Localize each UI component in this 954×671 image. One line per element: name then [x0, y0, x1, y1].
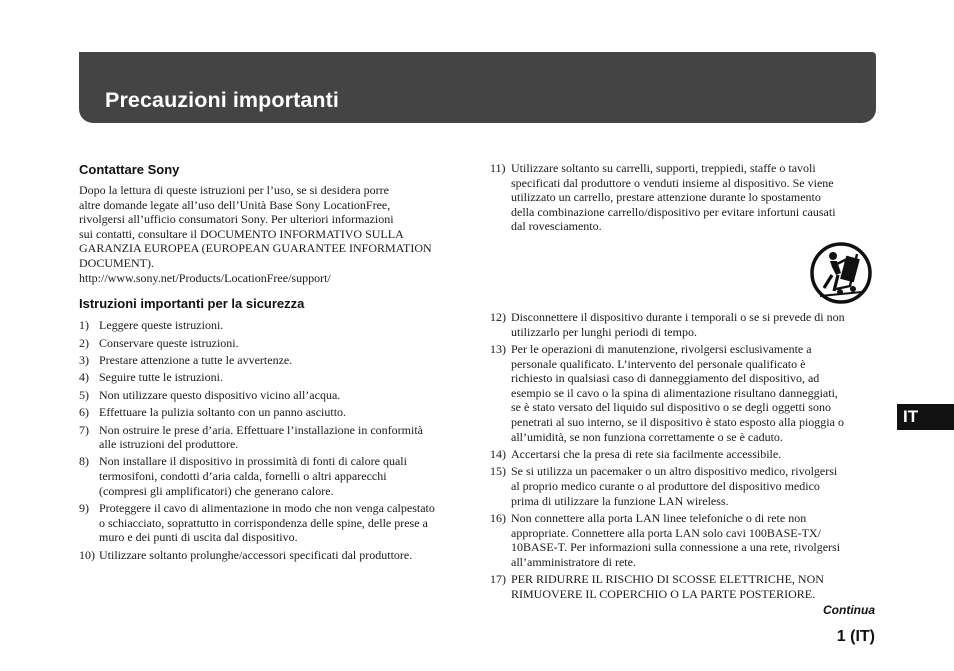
safety-item	[490, 572, 880, 601]
page-title: Precauzioni importanti	[105, 88, 339, 112]
contact-line: GARANZIA EUROPEA (EUROPEAN GUARANTEE INFORMATION	[79, 241, 432, 256]
item-number: 17)	[490, 572, 506, 587]
item-line: personale qualificato. L’intervento del personale qualificato è	[511, 356, 806, 371]
item-line: Se si utilizza un pacemaker o un altro dispositivo medico, rivolgersi	[511, 464, 838, 479]
item-line: Utilizzare soltanto su carrelli, supporti, treppiedi, staffe o tavoli	[511, 161, 816, 175]
item-line: dal rovesciamento.	[511, 219, 602, 234]
item-text	[99, 423, 467, 452]
item-line: all’umidità, se non funziona correttamente o se è caduto.	[511, 429, 783, 444]
item-line: termosifoni, condotti d’aria calda, fornelli o altri apparecchi	[99, 469, 387, 484]
contact-line: Dopo la lettura di queste istruzioni per l’uso, se si desidera porre	[79, 183, 389, 197]
item-number: 10)	[79, 547, 95, 562]
item-line: Seguire tutte le istruzioni.	[99, 370, 223, 385]
item-line: alle istruzioni del produttore.	[99, 437, 239, 452]
safety-item	[79, 336, 467, 351]
continue-label: Continua	[823, 603, 875, 617]
safety-item	[79, 370, 467, 385]
safety-item	[490, 342, 880, 444]
item-number: 12)	[490, 310, 506, 324]
safety-list-left	[79, 318, 467, 562]
item-number: 9)	[79, 501, 89, 516]
item-text	[99, 405, 467, 420]
safety-item	[490, 511, 880, 569]
item-number: 13)	[490, 341, 506, 356]
page-number: 1 (IT)	[836, 628, 875, 645]
contact-line: sui contatti, consultare il DOCUMENTO INFORMATIVO SULLA	[79, 226, 404, 241]
right-column-bottom	[490, 310, 880, 604]
item-number: 11)	[490, 161, 506, 175]
safety-item	[490, 464, 880, 508]
item-number: 7)	[79, 422, 89, 437]
item-line: Non utilizzare questo dispositivo vicino all’acqua.	[99, 387, 341, 402]
item-number: 5)	[79, 387, 89, 402]
item-number: 15)	[490, 464, 506, 479]
item-text	[99, 370, 467, 385]
item-number: 1)	[79, 318, 89, 333]
item-line: al proprio medico curante o al produttore del dispositivo medico	[511, 478, 820, 493]
contact-line: DOCUMENT).	[79, 255, 154, 270]
item-text	[511, 447, 880, 462]
safety-list-right-top	[490, 161, 880, 234]
item-line: appropriate. Connettere alla porta LAN solo cavi 100BASE-TX/	[511, 525, 821, 540]
item-number: 14)	[490, 446, 506, 461]
safety-item	[79, 353, 467, 368]
item-line: se è stato versato del liquido sul dispositivo o se degli oggetti sono	[511, 400, 831, 415]
safety-item	[79, 388, 467, 403]
item-text	[99, 336, 467, 351]
item-text	[511, 342, 880, 444]
item-number: 8)	[79, 454, 89, 469]
item-line: RIMUOVERE IL COPERCHIO O LA PARTE POSTERIORE.	[511, 586, 816, 601]
item-line: penetrati al suo interno, se il dispositivo è stato esposto alla pioggia o	[511, 414, 844, 429]
item-text	[511, 464, 880, 508]
item-line: PER RIDURRE IL RISCHIO DI SCOSSE ELETTRICHE, NON	[511, 572, 824, 587]
item-line: Disconnettere il dispositivo durante i temporali o se si prevede di non	[511, 310, 845, 324]
item-text	[99, 353, 467, 368]
safety-item	[79, 318, 467, 333]
item-line: muro e dei punti di uscita dal dispositivo.	[99, 530, 298, 545]
item-text	[99, 318, 467, 333]
contact-heading: Contattare Sony	[79, 162, 180, 177]
item-number: 4)	[79, 370, 89, 385]
item-line: utilizzarlo per lunghi periodi di tempo.	[511, 324, 697, 339]
item-number: 6)	[79, 405, 89, 420]
safety-item	[79, 405, 467, 420]
item-line: Non ostruire le prese d’aria. Effettuare l’installazione in conformità	[99, 422, 423, 437]
header-bar	[79, 52, 876, 123]
item-text	[511, 310, 880, 339]
item-line: o schiacciato, soprattutto in corrispondenza delle spine, delle prese a	[99, 515, 428, 530]
item-line: utilizzato un carrello, prestare attenzione durante lo spostamento	[511, 190, 821, 205]
safety-item	[79, 454, 467, 498]
item-text	[99, 454, 467, 498]
item-text	[511, 511, 880, 569]
safety-item	[490, 310, 880, 339]
item-line: Effettuare la pulizia soltanto con un panno asciutto.	[99, 405, 347, 420]
item-number: 2)	[79, 335, 89, 350]
item-text	[99, 501, 467, 545]
item-text	[99, 548, 467, 563]
item-text	[511, 572, 880, 601]
item-line: esempio se il cavo o la spina di alimentazione risultano danneggiati,	[511, 385, 838, 400]
item-line: della combinazione carrello/dispositivo per evitare infortuni causati	[511, 204, 836, 219]
cart-tip-over-warning-icon	[810, 242, 872, 304]
item-text	[99, 388, 467, 403]
item-number: 3)	[79, 352, 89, 367]
safety-list-right-bottom	[490, 310, 880, 601]
item-line: prima di utilizzare la funzione LAN wireless.	[511, 493, 729, 508]
language-tab: IT	[897, 404, 954, 430]
item-line: Non connettere alla porta LAN linee telefoniche o di rete non	[511, 510, 807, 525]
item-line: 10BASE-T. Per informazioni sulla connessione a una rete, rivolgersi	[511, 540, 841, 555]
item-line: Prestare attenzione a tutte le avvertenze.	[99, 352, 293, 367]
item-number: 16)	[490, 510, 506, 525]
item-line: Utilizzare soltanto prolunghe/accessori specificati dal produttore.	[99, 547, 413, 562]
safety-item	[79, 501, 467, 545]
contact-line: rivolgersi all’ufficio consumatori Sony. Per ulteriori informazioni	[79, 212, 394, 227]
safety-item	[490, 161, 880, 234]
item-line: richiesto in qualsiasi caso di danneggiamento del dispositivo, ad	[511, 371, 820, 386]
item-text	[511, 161, 880, 234]
item-line: specificati dal produttore o venduti insieme al dispositivo. Se viene	[511, 175, 834, 190]
item-line: all’amministratore di rete.	[511, 554, 636, 569]
safety-item	[490, 447, 880, 462]
item-line: Proteggere il cavo di alimentazione in modo che non venga calpestato	[99, 501, 435, 516]
safety-item	[79, 548, 467, 563]
item-line: Non installare il dispositivo in prossimità di fonti di calore quali	[99, 454, 407, 469]
support-url[interactable]: http://www.sony.net/Products/LocationFree/support/	[79, 270, 331, 285]
safety-item	[79, 423, 467, 452]
contact-line: altre domande legate all’uso dell’Unità Base Sony LocationFree,	[79, 197, 391, 212]
left-column	[79, 161, 467, 565]
item-line: Per le operazioni di manutenzione, rivolgersi esclusivamente a	[511, 341, 812, 356]
right-column-top	[490, 161, 880, 237]
item-line: (compresi gli amplificatori) che generano calore.	[99, 483, 334, 498]
contact-paragraph	[79, 183, 467, 285]
item-line: Accertarsi che la presa di rete sia facilmente accessibile.	[511, 446, 782, 461]
item-line: Leggere queste istruzioni.	[99, 318, 224, 333]
item-line: Conservare queste istruzioni.	[99, 335, 239, 350]
safety-heading: Istruzioni importanti per la sicurezza	[79, 296, 305, 312]
